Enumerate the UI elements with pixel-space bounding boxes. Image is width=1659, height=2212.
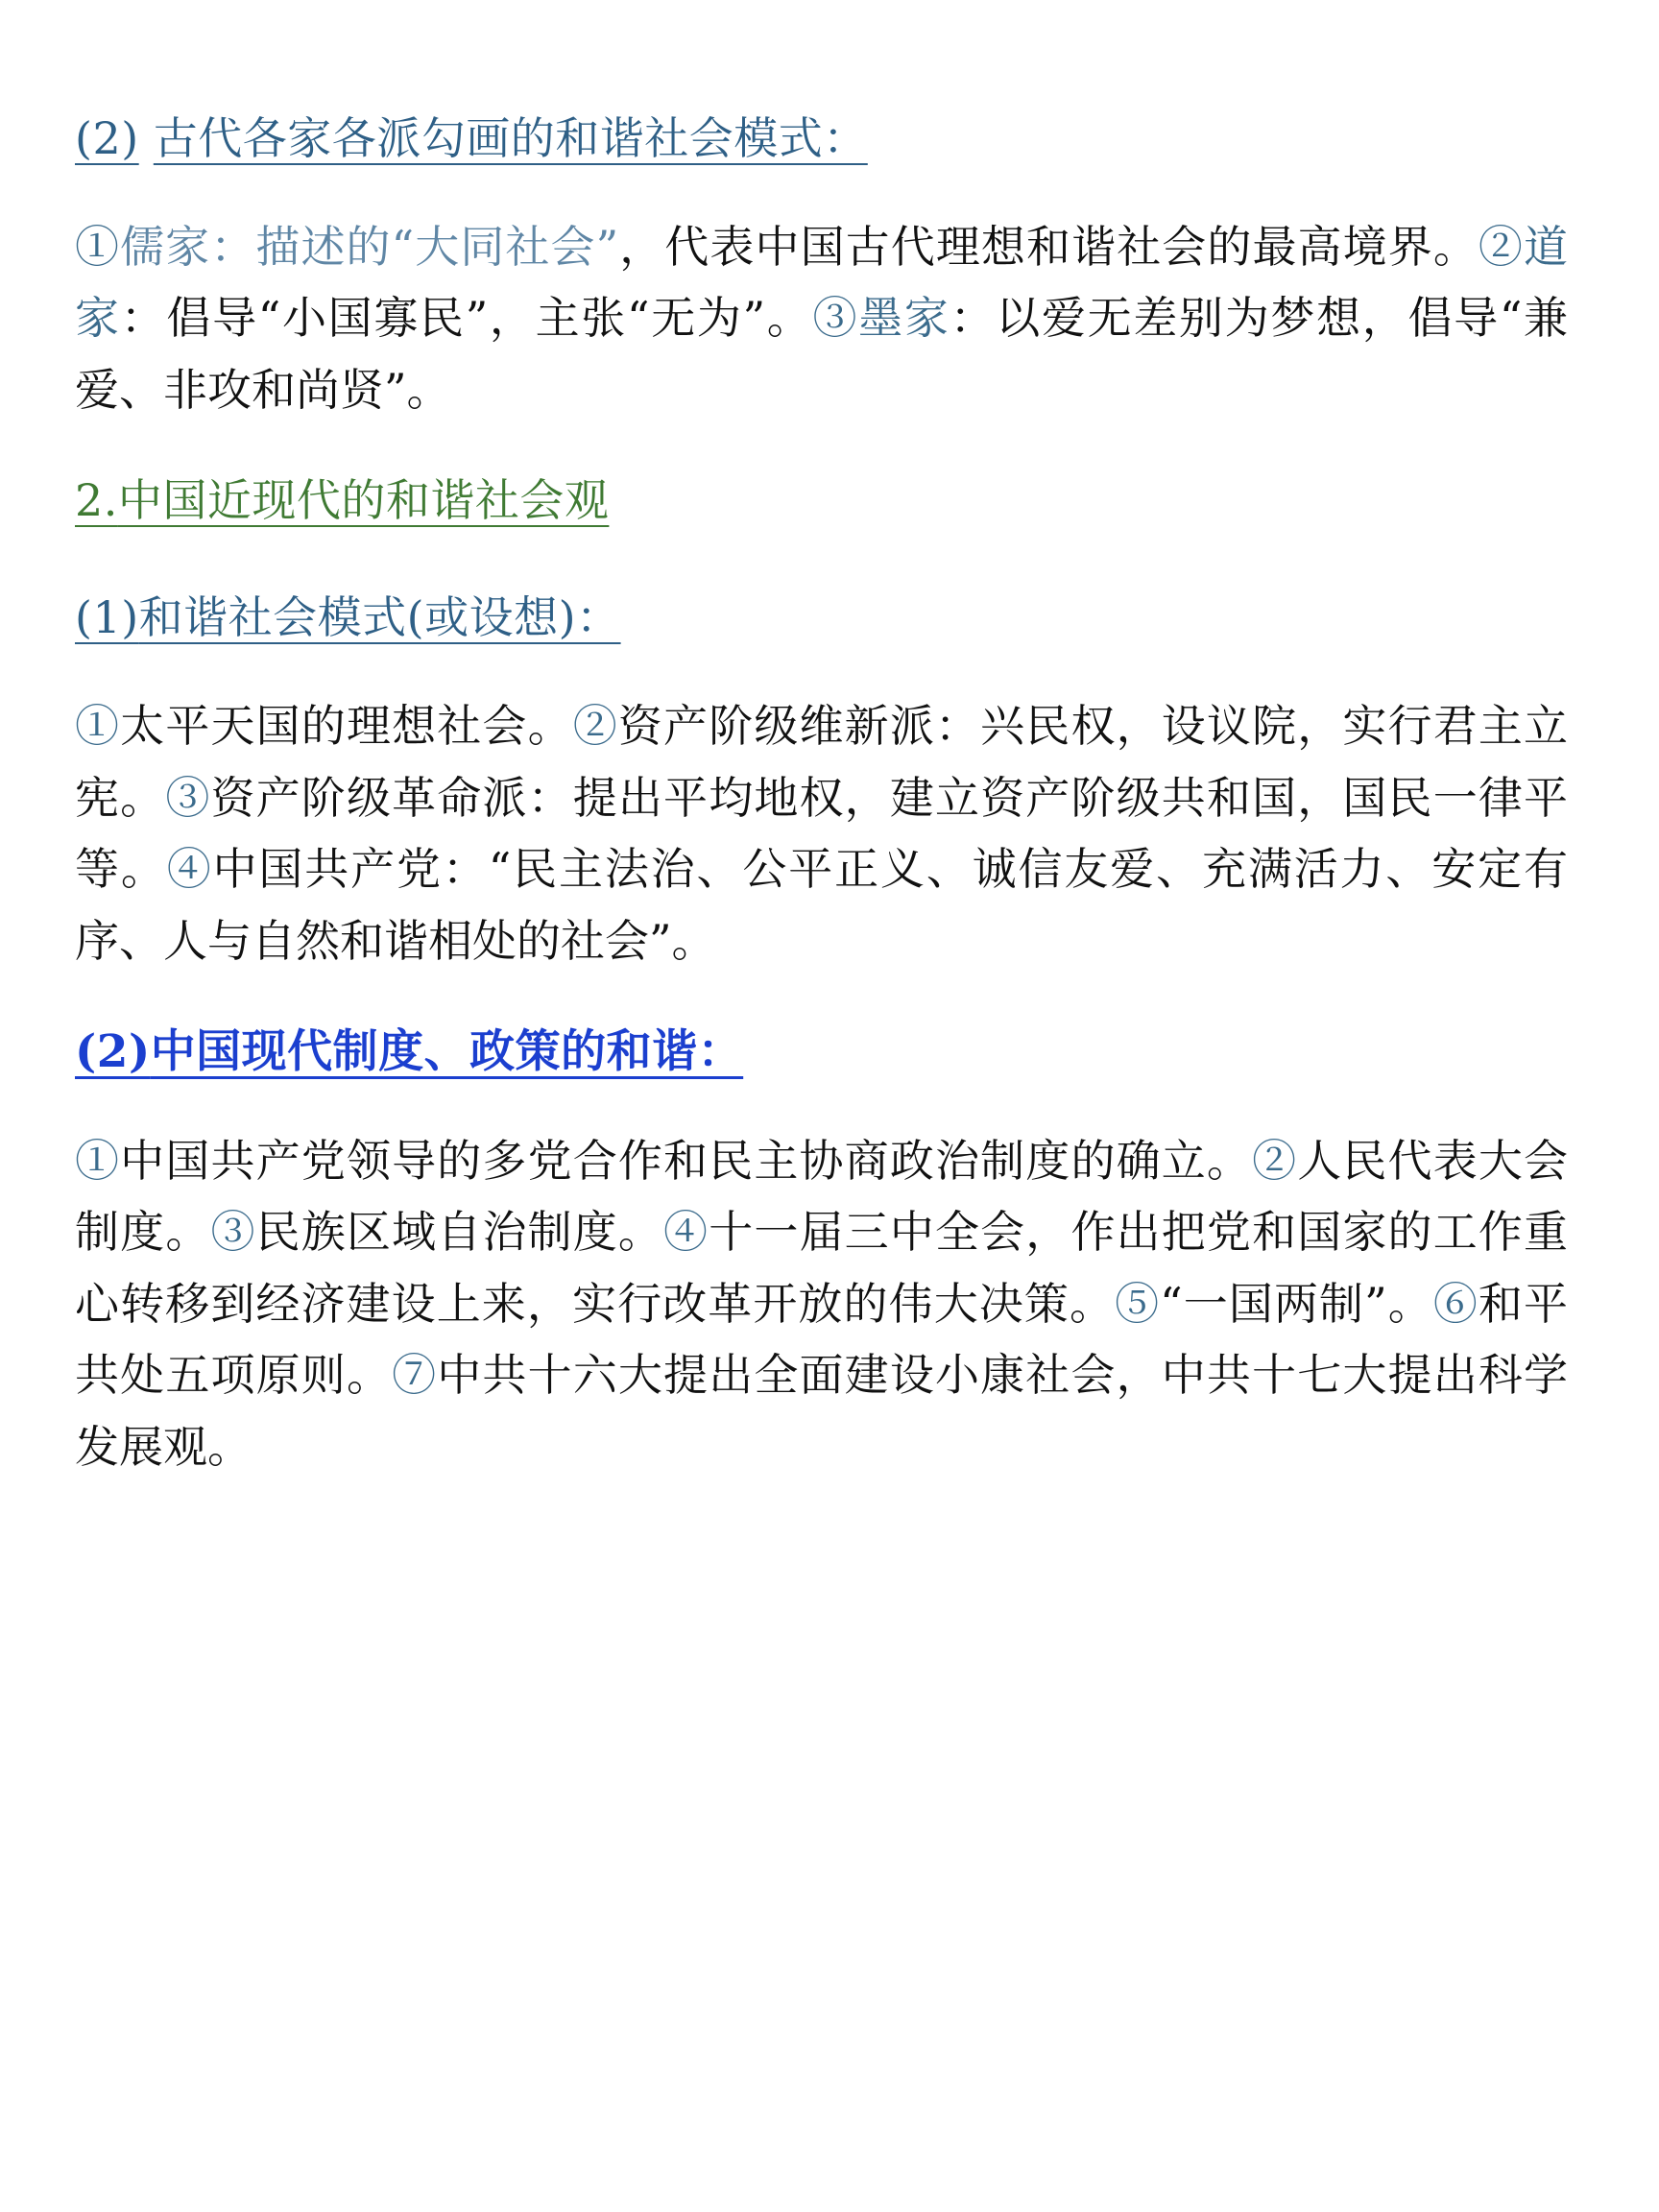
list-marker-2: ② — [1252, 1134, 1298, 1187]
spacer — [75, 677, 1568, 690]
heading-number: (1) — [75, 591, 139, 644]
list-marker-1: ① — [75, 1134, 121, 1187]
run-one-country-two-systems: “一国两制”。 — [1160, 1277, 1433, 1330]
spacer — [75, 1112, 1568, 1125]
list-marker-2: ② — [1478, 220, 1525, 273]
run-confucian: 儒家：描述的“大同社会” — [120, 220, 619, 273]
spacer — [75, 1005, 1568, 1019]
spacer — [75, 560, 1568, 585]
list-marker-1: ① — [75, 220, 121, 273]
heading-line — [75, 468, 1568, 535]
paragraph-harmony-model — [75, 690, 1568, 976]
run-taiping: 太平天国的理想社会。 — [120, 700, 573, 753]
list-marker-4: ④ — [166, 843, 213, 896]
list-marker-7: ⑦ — [392, 1349, 438, 1402]
heading-text: 中国现代制度、政策的和谐： — [150, 1025, 744, 1079]
section-modern-harmony-heading — [75, 468, 1568, 535]
run-cpc: 中国共产党：“民主法治、公平正义、诚信友爱、充满活力、安定有序、人与自然和谐相处的社会”。 — [75, 843, 1568, 967]
list-marker-3: ③ — [812, 292, 859, 345]
run-npc: 人民代表大会制度。 — [75, 1134, 1568, 1259]
heading-number: 2. — [75, 474, 118, 527]
section-harmony-model-heading — [75, 585, 1568, 652]
section-modern-system-heading — [75, 1019, 1568, 1087]
run-reformists: 资产阶级维新派：兴民权，设议院，实行君主立宪。 — [75, 700, 1568, 824]
run-daoist-label: 道家 — [75, 220, 1569, 345]
run-16th-17th-congress: 中共十六大提出全面建设小康社会，中共十七大提出科学发展观。 — [75, 1349, 1568, 1473]
heading-number: (2) — [75, 112, 139, 164]
paragraph-modern-system — [75, 1125, 1568, 1483]
list-marker-4: ④ — [663, 1206, 709, 1259]
heading-line — [75, 1019, 1568, 1087]
heading-line — [75, 585, 1568, 652]
heading-number: (2) — [75, 1025, 151, 1079]
list-marker-3: ③ — [165, 771, 211, 824]
spacer — [75, 198, 1568, 211]
run-mohist-tail: ：以爱无差别为梦想，倡导“兼爱、非攻和尚贤”。 — [75, 292, 1569, 416]
paragraph-ancient-harmony — [75, 211, 1568, 426]
run-daoist-tail: ：倡导“小国寡民”，主张“无为”。 — [120, 292, 813, 345]
run-revolutionaries: 资产阶级革命派：提出平均地权，建立资产阶级共和国，国民一律平等。 — [75, 771, 1568, 896]
list-marker-2: ② — [572, 700, 618, 753]
run-third-plenum: 十一届三中全会，作出把党和国家的工作重心转移到经济建设上来，实行改革开放的伟大决策。 — [75, 1206, 1568, 1330]
section-ancient-harmony-heading — [75, 106, 1568, 173]
run-mohist-label: 墨家 — [858, 292, 950, 345]
heading-text: 和谐社会模式(或设想)： — [138, 591, 621, 644]
list-marker-3: ③ — [210, 1206, 256, 1259]
run-multiparty: 中国共产党领导的多党合作和民主协商政治制度的确立。 — [120, 1134, 1253, 1187]
list-marker-6: ⑥ — [1432, 1277, 1479, 1330]
spacer — [75, 454, 1568, 468]
list-marker-1: ① — [75, 700, 121, 753]
heading-text: 古代各家各派勾画的和谐社会模式： — [153, 112, 868, 164]
run-ethnic-autonomy: 民族区域自治制度。 — [255, 1206, 664, 1259]
heading-line — [75, 106, 1568, 173]
run-confucian-tail: ，代表中国古代理想和谐社会的最高境界。 — [618, 220, 1479, 273]
heading-text: 中国近现代的和谐社会观 — [117, 474, 610, 527]
run-five-principles: 和平共处五项原则。 — [75, 1277, 1569, 1402]
list-marker-5: ⑤ — [1115, 1277, 1161, 1330]
